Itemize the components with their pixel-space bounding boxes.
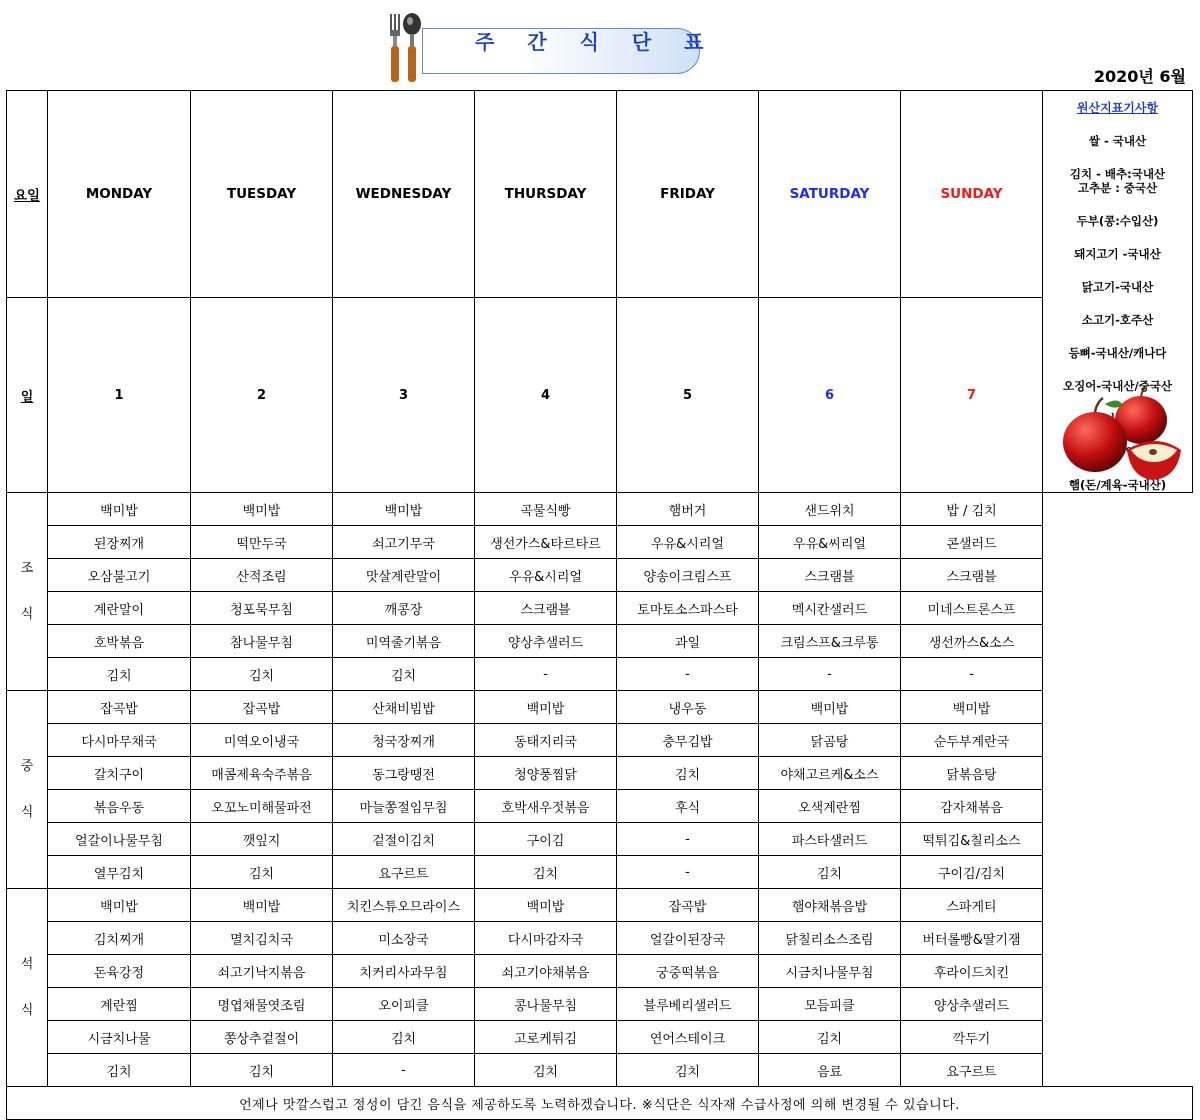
menu-item: 잡곡밥 bbox=[48, 691, 191, 724]
menu-item: 미소장국 bbox=[333, 922, 475, 955]
menu-item: - bbox=[617, 658, 759, 691]
menu-item: 쇠고기무국 bbox=[333, 526, 475, 559]
menu-item: 멸치김치국 bbox=[191, 922, 333, 955]
menu-item: 김치 bbox=[191, 1054, 333, 1087]
menu-item: 깍두기 bbox=[901, 1021, 1043, 1054]
menu-item: 양상추샐러드 bbox=[901, 988, 1043, 1021]
day-thursday: THURSDAY bbox=[475, 91, 617, 298]
menu-item: 버터롤빵&딸기잼 bbox=[901, 922, 1043, 955]
menu-item: 산적조림 bbox=[191, 559, 333, 592]
menu-item: 김치 bbox=[333, 1021, 475, 1054]
menu-item: 순두부계란국 bbox=[901, 724, 1043, 757]
menu-item: 햄버거 bbox=[617, 493, 759, 526]
menu-item: 김치 bbox=[475, 1054, 617, 1087]
menu-item: 김치 bbox=[759, 856, 901, 889]
menu-item: 우유&씨리얼 bbox=[759, 526, 901, 559]
menu-item: 우유&시리얼 bbox=[475, 559, 617, 592]
menu-item: 미네스트론스프 bbox=[901, 592, 1043, 625]
menu-item: 생선가스&타르타르 bbox=[475, 526, 617, 559]
menu-item: 감자채볶음 bbox=[901, 790, 1043, 823]
menu-item: 후라이드치킨 bbox=[901, 955, 1043, 988]
menu-item: 스크램블 bbox=[475, 592, 617, 625]
menu-item: 참나물무침 bbox=[191, 625, 333, 658]
menu-item: 백미밥 bbox=[333, 493, 475, 526]
menu-row bbox=[7, 625, 1193, 658]
menu-item: 콘샐러드 bbox=[901, 526, 1043, 559]
menu-item: 모듬피클 bbox=[759, 988, 901, 1021]
menu-row bbox=[7, 988, 1193, 1021]
menu-item: 치커리사과무침 bbox=[333, 955, 475, 988]
menu-item: - bbox=[617, 823, 759, 856]
apples-icon bbox=[1057, 384, 1183, 484]
menu-item: 김치찌개 bbox=[48, 922, 191, 955]
origin-item: 소고기-호주산 bbox=[1081, 313, 1154, 327]
date-label: 일 bbox=[7, 298, 48, 493]
menu-item: 닭곰탕 bbox=[759, 724, 901, 757]
menu-row bbox=[7, 1021, 1193, 1054]
origin-item: 쌀 - 국내산 bbox=[1088, 134, 1147, 148]
menu-item: 구이김 bbox=[475, 823, 617, 856]
menu-item: 시금치나물무침 bbox=[759, 955, 901, 988]
day-label: 요일 bbox=[7, 91, 48, 298]
menu-item: 닭칠리소스조림 bbox=[759, 922, 901, 955]
menu-item: 쫑상추겉절이 bbox=[191, 1021, 333, 1054]
menu-row bbox=[7, 955, 1193, 988]
menu-item: - bbox=[759, 658, 901, 691]
menu-row bbox=[7, 856, 1193, 889]
menu-item: 치킨스튜오므라이스 bbox=[333, 889, 475, 922]
menu-item: 명엽채물엿조림 bbox=[191, 988, 333, 1021]
origin-title: 원산지표기사항 bbox=[1076, 101, 1159, 115]
day-header-row bbox=[7, 91, 1193, 298]
menu-row bbox=[7, 658, 1193, 691]
menu-item: 동그랑땡전 bbox=[333, 757, 475, 790]
meal-body bbox=[7, 493, 1193, 1087]
menu-item: 햄야채볶음밥 bbox=[759, 889, 901, 922]
menu-item: 토마토소스파스타 bbox=[617, 592, 759, 625]
menu-item: 샌드위치 bbox=[759, 493, 901, 526]
menu-item: 양상추샐러드 bbox=[475, 625, 617, 658]
menu-row bbox=[7, 592, 1193, 625]
menu-item: 콩나물무침 bbox=[475, 988, 617, 1021]
menu-item: 구이김/김치 bbox=[901, 856, 1043, 889]
menu-item: 볶음우동 bbox=[48, 790, 191, 823]
meal-label-breakfast bbox=[7, 493, 48, 691]
menu-row bbox=[7, 922, 1193, 955]
menu-item: 밥 / 김치 bbox=[901, 493, 1043, 526]
date-cell: 1 bbox=[48, 298, 191, 493]
menu-item: - bbox=[617, 856, 759, 889]
menu-item: 산채비빔밥 bbox=[333, 691, 475, 724]
menu-item: 된장찌개 bbox=[48, 526, 191, 559]
meal-label-char: 중 bbox=[20, 758, 34, 774]
page-title: 주 간 식 단 표 bbox=[475, 30, 717, 54]
menu-item: 스크램블 bbox=[901, 559, 1043, 592]
meal-label-lunch bbox=[7, 691, 48, 889]
date-cell: 2 bbox=[191, 298, 333, 493]
menu-item: 김치 bbox=[191, 856, 333, 889]
menu-item: 야채고르케&소스 bbox=[759, 757, 901, 790]
menu-item: 얼갈이된장국 bbox=[617, 922, 759, 955]
menu-item: 계란말이 bbox=[48, 592, 191, 625]
menu-item: 스파게티 bbox=[901, 889, 1043, 922]
menu-item: 깻잎지 bbox=[191, 823, 333, 856]
meal-label-dinner bbox=[7, 889, 48, 1087]
menu-item: 백미밥 bbox=[475, 691, 617, 724]
menu-item: 크림스프&크루통 bbox=[759, 625, 901, 658]
menu-item: - bbox=[475, 658, 617, 691]
day-wednesday: WEDNESDAY bbox=[333, 91, 475, 298]
menu-item: 김치 bbox=[475, 856, 617, 889]
menu-item: 청포묵무침 bbox=[191, 592, 333, 625]
menu-row bbox=[7, 790, 1193, 823]
day-monday: MONDAY bbox=[48, 91, 191, 298]
menu-item: 맛살계란말이 bbox=[333, 559, 475, 592]
menu-item: 김치 bbox=[333, 658, 475, 691]
origin-item: 돼지고기 -국내산 bbox=[1074, 247, 1161, 261]
menu-item: 잡곡밥 bbox=[617, 889, 759, 922]
menu-row bbox=[7, 889, 1193, 922]
menu-row bbox=[7, 691, 1193, 724]
menu-item: 연어스테이크 bbox=[617, 1021, 759, 1054]
menu-item: - bbox=[901, 658, 1043, 691]
origin-item: 등뼈-국내산/캐나다 bbox=[1068, 346, 1167, 360]
date-cell: 3 bbox=[333, 298, 475, 493]
menu-item: 파스타샐러드 bbox=[759, 823, 901, 856]
origin-item: 오징어-국내산/중국산 bbox=[1063, 379, 1172, 393]
menu-item: 궁중떡볶음 bbox=[617, 955, 759, 988]
menu-item: 백미밥 bbox=[191, 493, 333, 526]
menu-date: 2020년 6월 bbox=[1093, 67, 1186, 86]
menu-item: 오꼬노미해물파전 bbox=[191, 790, 333, 823]
meal-label-char: 식 bbox=[20, 1002, 34, 1018]
menu-item: 미역오이냉국 bbox=[191, 724, 333, 757]
menu-item: 김치 bbox=[48, 658, 191, 691]
menu-item: 매콤제육숙주볶음 bbox=[191, 757, 333, 790]
menu-item: 시금치나물 bbox=[48, 1021, 191, 1054]
day-friday: FRIDAY bbox=[617, 91, 759, 298]
menu-item: 다시마무채국 bbox=[48, 724, 191, 757]
menu-item: 백미밥 bbox=[901, 691, 1043, 724]
menu-row bbox=[7, 526, 1193, 559]
menu-item: 얼갈이나물무침 bbox=[48, 823, 191, 856]
menu-item: 백미밥 bbox=[475, 889, 617, 922]
menu-item: 김치 bbox=[191, 658, 333, 691]
menu-item: 백미밥 bbox=[48, 889, 191, 922]
origin-item: 닭고기-국내산 bbox=[1081, 280, 1154, 294]
date-cell: 4 bbox=[475, 298, 617, 493]
origin-item: 김치 - 배추:국내산 bbox=[1069, 167, 1166, 181]
menu-row bbox=[7, 757, 1193, 790]
menu-item: 냉우동 bbox=[617, 691, 759, 724]
menu-item: 우유&시리얼 bbox=[617, 526, 759, 559]
day-sunday: SUNDAY bbox=[901, 91, 1043, 298]
menu-item: 돈육강정 bbox=[48, 955, 191, 988]
menu-item: 떡튀김&칠리소스 bbox=[901, 823, 1043, 856]
menu-item: 청양풍찜닭 bbox=[475, 757, 617, 790]
origin-item: 두부(콩:수입산) bbox=[1076, 214, 1159, 228]
menu-item: 오삼불고기 bbox=[48, 559, 191, 592]
menu-item: 마늘쫑절임무침 bbox=[333, 790, 475, 823]
menu-row bbox=[7, 1054, 1193, 1087]
menu-item: 멕시칸샐러드 bbox=[759, 592, 901, 625]
menu-item: - bbox=[333, 1054, 475, 1087]
date-cell: 6 bbox=[759, 298, 901, 493]
menu-row bbox=[7, 823, 1193, 856]
origin-panel bbox=[1043, 91, 1193, 493]
menu-item: 오색계란찜 bbox=[759, 790, 901, 823]
menu-item: 겉절이김치 bbox=[333, 823, 475, 856]
menu-item: 요구르트 bbox=[901, 1054, 1043, 1087]
menu-item: 호박볶음 bbox=[48, 625, 191, 658]
date-row bbox=[7, 298, 1193, 493]
footer-note: 언제나 맛깔스럽고 정성이 담긴 음식을 제공하도록 노력하겠습니다. ※식단은 식자재 수급사정에 의해 변경될 수 있습니다. bbox=[7, 1087, 1193, 1120]
menu-item: 김치 bbox=[617, 757, 759, 790]
menu-item: 김치 bbox=[48, 1054, 191, 1087]
menu-item: 깨콩장 bbox=[333, 592, 475, 625]
menu-item: 스크램블 bbox=[759, 559, 901, 592]
menu-item: 닭볶음탕 bbox=[901, 757, 1043, 790]
menu-item: 고로케튀김 bbox=[475, 1021, 617, 1054]
menu-item: 후식 bbox=[617, 790, 759, 823]
menu-item: 쇠고기낙지볶음 bbox=[191, 955, 333, 988]
day-tuesday: TUESDAY bbox=[191, 91, 333, 298]
date-cell: 7 bbox=[901, 298, 1043, 493]
menu-item: 쇠고기야채볶음 bbox=[475, 955, 617, 988]
menu-item: 김치 bbox=[759, 1021, 901, 1054]
menu-item: 청국장찌개 bbox=[333, 724, 475, 757]
menu-item: 잡곡밥 bbox=[191, 691, 333, 724]
menu-item: 김치 bbox=[617, 1054, 759, 1087]
menu-item: 오이피클 bbox=[333, 988, 475, 1021]
menu-item: 미역줄기볶음 bbox=[333, 625, 475, 658]
menu-item: 생선까스&소스 bbox=[901, 625, 1043, 658]
menu-item: 떡만두국 bbox=[191, 526, 333, 559]
menu-item: 요구르트 bbox=[333, 856, 475, 889]
menu-item: 백미밥 bbox=[191, 889, 333, 922]
menu-item: 다시마감자국 bbox=[475, 922, 617, 955]
menu-item: 열무김치 bbox=[48, 856, 191, 889]
menu-row bbox=[7, 493, 1193, 526]
meal-label-char: 석 bbox=[20, 956, 34, 972]
menu-item: 블루베리샐러드 bbox=[617, 988, 759, 1021]
menu-item: 호박새우젓볶음 bbox=[475, 790, 617, 823]
menu-item: 양송이크림스프 bbox=[617, 559, 759, 592]
weekly-menu-table bbox=[6, 90, 1193, 1120]
menu-item: 백미밥 bbox=[759, 691, 901, 724]
menu-item: 음료 bbox=[759, 1054, 901, 1087]
day-saturday: SATURDAY bbox=[759, 91, 901, 298]
menu-row bbox=[7, 724, 1193, 757]
menu-item: 동태지리국 bbox=[475, 724, 617, 757]
date-cell: 5 bbox=[617, 298, 759, 493]
menu-item: 백미밥 bbox=[48, 493, 191, 526]
menu-item: 갈치구이 bbox=[48, 757, 191, 790]
title-banner bbox=[380, 12, 717, 84]
menu-item: 과일 bbox=[617, 625, 759, 658]
menu-item: 충무김밥 bbox=[617, 724, 759, 757]
meal-label-char: 식 bbox=[20, 606, 34, 622]
menu-row bbox=[7, 559, 1193, 592]
origin-item: 고추분 : 중국산 bbox=[1077, 181, 1158, 195]
menu-item: 계란찜 bbox=[48, 988, 191, 1021]
meal-label-char: 조 bbox=[20, 560, 34, 576]
origin-item: 햄(돈/계육-국내산) bbox=[1068, 478, 1167, 492]
menu-item: 곡물식빵 bbox=[475, 493, 617, 526]
meal-label-char: 식 bbox=[20, 804, 34, 820]
